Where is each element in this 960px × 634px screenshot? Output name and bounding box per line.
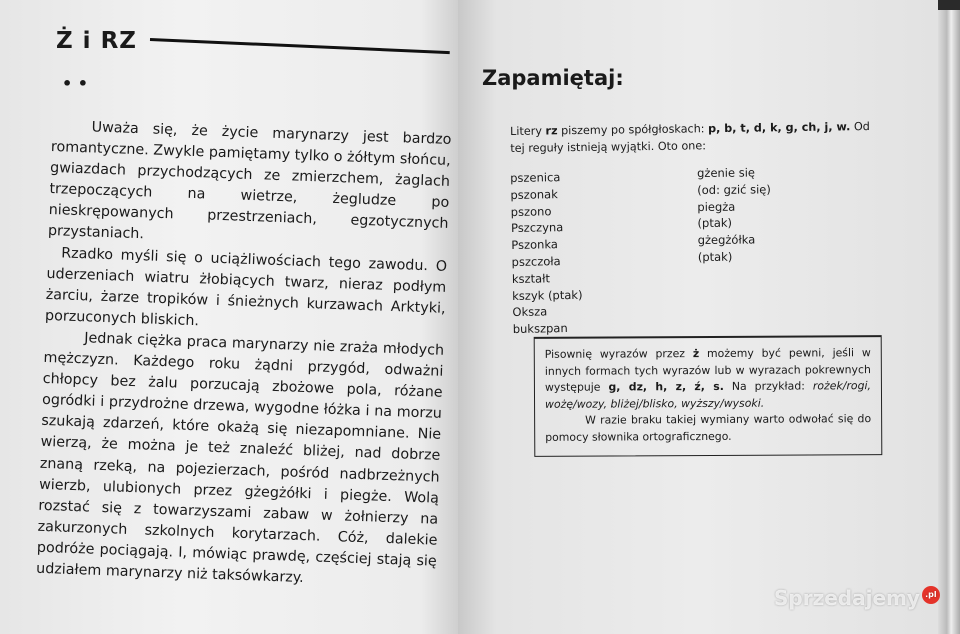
- exception-word: (ptak): [697, 249, 733, 264]
- spelling-rule: [510, 118, 882, 157]
- note-advice: W razie braku takiej wymiany warto odwołać się do pomocy słownika ortograficznego.: [545, 412, 872, 444]
- rule-rz: rz: [545, 124, 558, 138]
- exception-word: (ptak): [697, 216, 733, 231]
- exception-word: pszono: [510, 203, 552, 219]
- exception-word: kształt: [511, 271, 551, 286]
- watermark-logo: [774, 586, 940, 610]
- rule-text: Litery: [510, 124, 546, 138]
- story-text: [36, 116, 452, 594]
- note-text: możemy być pewni, jeśli w innych formach tych wyrazów lub w wyrazach pokrewnych występuje: [544, 346, 871, 394]
- rule-letters: p, b, t, d, k, g, ch, j, w.: [707, 120, 851, 136]
- exception-word: piegża: [697, 199, 736, 214]
- exception-word: pszonak: [510, 186, 558, 202]
- exception-word: Pszczyna: [510, 220, 564, 236]
- page-edges: [938, 10, 960, 634]
- remember-heading: Zapamiętaj:: [482, 66, 624, 90]
- paragraph: Uważa się, że życie marynarzy jest bardzo romantyczne. Zwykle pamiętamy tylko o żółtym słońcu, gwiazdach przychodzących ze zmierzchem, żaglach trzepoczących na wietrze, żegludze po nieskrępowanych przestrzeniach, egzotycznych przystaniach.: [47, 119, 452, 243]
- watermark-badge: .pl: [922, 586, 940, 604]
- exception-word: (od: gzić się): [697, 182, 771, 197]
- exception-word: gżenie się: [697, 165, 756, 180]
- exceptions-list-1: [510, 169, 583, 338]
- note-box: [534, 335, 883, 457]
- section-dots: • •: [62, 74, 89, 93]
- exception-word: pszenica: [510, 170, 561, 185]
- paragraph: Rzadko myśli się o uciążliwościach tego zawodu. O uderzeniach wiatru żłobiących twarz, nieraz podłym żarciu, żarze tropików i śnieżnych kurzawach Arktyki, porzuconych bliskich.: [44, 244, 448, 330]
- exception-word: kszyk (ptak): [512, 287, 583, 303]
- watermark-text: Sprzedajemy: [774, 586, 920, 610]
- rule-text: Od tej reguły istnieją wyjątki. Oto one:: [510, 119, 870, 155]
- exception-word: Oksza: [512, 304, 548, 320]
- note-letters: g, dz, h, z, ź, s.: [608, 379, 724, 394]
- rule-text: piszemy po spółgłoskach:: [557, 122, 709, 138]
- paragraph: Jednak ciężka praca marynarzy nie zraża młodych mężczyzn. Każdego roku żądni przygód, odważni chłopcy bez żalu porzucają zbożowe pola, różane ogródki i przydrożne drzewa, wygodne łóżka i na morzu szukają zdarzeń, które okażą się niezapomniane. Nie wierzą, że można je też znaleźć bliżej, nad dobrze znaną rzeką, na pojezierzach, pośród nadbrzeżnych wierzb, ulubionych przez gżegżółki i piegże. Wolą rozstać się z towarzyszami zabaw w żołnierzy na zakurzonych szkolnych korytarzach. Cóż, dalekie podróże pociągają. I, mówiąc prawdę, częściej stają się udziałem marynarzy niż taksówkarzy.: [35, 330, 445, 587]
- exception-word: Pszonka: [511, 237, 559, 253]
- exceptions-list-2: [697, 164, 772, 265]
- note-text: Na przykład:: [723, 379, 813, 393]
- exception-word: gżegżółka: [697, 232, 756, 248]
- note-text: Pisownię wyrazów przez: [544, 347, 693, 361]
- exception-word: pszczoła: [511, 254, 561, 269]
- exception-word: bukszpan: [512, 321, 568, 337]
- chapter-title: Ż i RZ: [56, 28, 137, 54]
- note-examples: rożek/rogi, wożę/wozy, bliżej/blisko, wyższy/wysoki.: [545, 379, 871, 411]
- note-letter: ż: [692, 347, 700, 361]
